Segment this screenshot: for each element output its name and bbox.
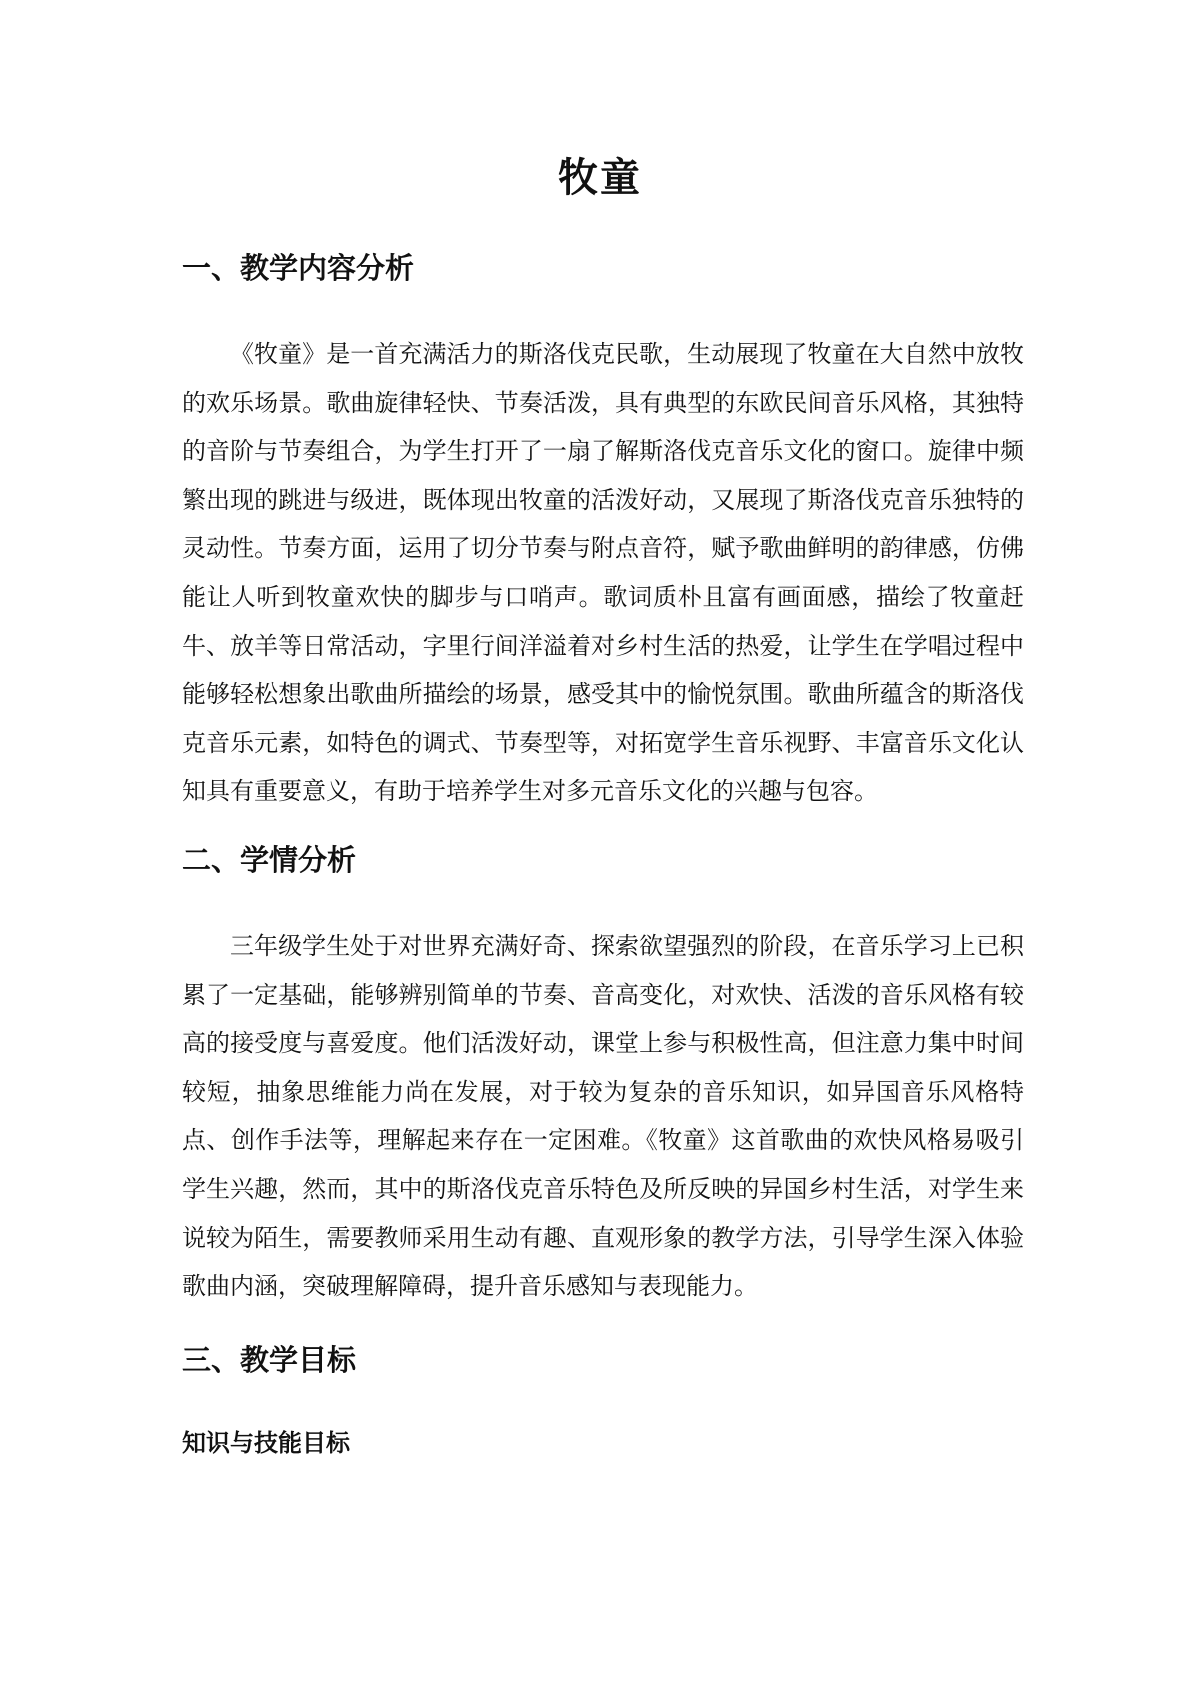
section-heading-student-analysis: 二、学情分析 (182, 843, 357, 877)
section-heading-content-analysis: 一、教学内容分析 (182, 251, 415, 285)
section-paragraph-content-analysis: 《牧童》是一首充满活力的斯洛伐克民歌，生动展现了牧童在大自然中放牧的欢乐场景。歌曲旋律轻快、节奏活泼，具有典型的东欧民间音乐风格，其独特的音阶与节奏组合，为学生打开了一扇了解斯洛伐克音乐文化的窗口。旋律中频繁出现的跳进与级进，既体现出牧童的活泼好动，又展现了斯洛伐克音乐独特的灵动性。节奏方面，运用了切分节奏与附点音符，赋予歌曲鲜明的韵律感，仿佛能让人听到牧童欢快的脚步与口哨声。歌词质朴且富有画面感，描绘了牧童赶牛、放羊等日常活动，字里行间洋溢着对乡村生活的热爱，让学生在学唱过程中能够轻松想象出歌曲所描绘的场景，感受其中的愉悦氛围。歌曲所蕴含的斯洛伐克音乐元素，如特色的调式、节奏型等，对拓宽学生音乐视野、丰富音乐文化认知具有重要意义，有助于培养学生对多元音乐文化的兴趣与包容。 (182, 340, 1024, 806)
subheading-knowledge-skills: 知识与技能目标 (182, 1428, 350, 1457)
document-title: 牧童 (558, 154, 642, 201)
section-paragraph-student-analysis: 三年级学生处于对世界充满好奇、探索欲望强烈的阶段，在音乐学习上已积累了一定基础，能够辨别简单的节奏、音高变化，对欢快、活泼的音乐风格有较高的接受度与喜爱度。他们活泼好动，课堂上参与积极性高，但注意力集中时间较短，抽象思维能力尚在发展，对于较为复杂的音乐知识，如异国音乐风格特点、创作手法等，理解起来存在一定困难。《牧童》这首歌曲的欢快风格易吸引学生兴趣，然而，其中的斯洛伐克音乐特色及所反映的异国乡村生活，对学生来说较为陌生，需要教师采用生动有趣、直观形象的教学方法，引导学生深入体验歌曲内涵，突破理解障碍，提升音乐感知与表现能力。 (182, 932, 1024, 1301)
section-heading-teaching-goals: 三、教学目标 (182, 1343, 357, 1377)
